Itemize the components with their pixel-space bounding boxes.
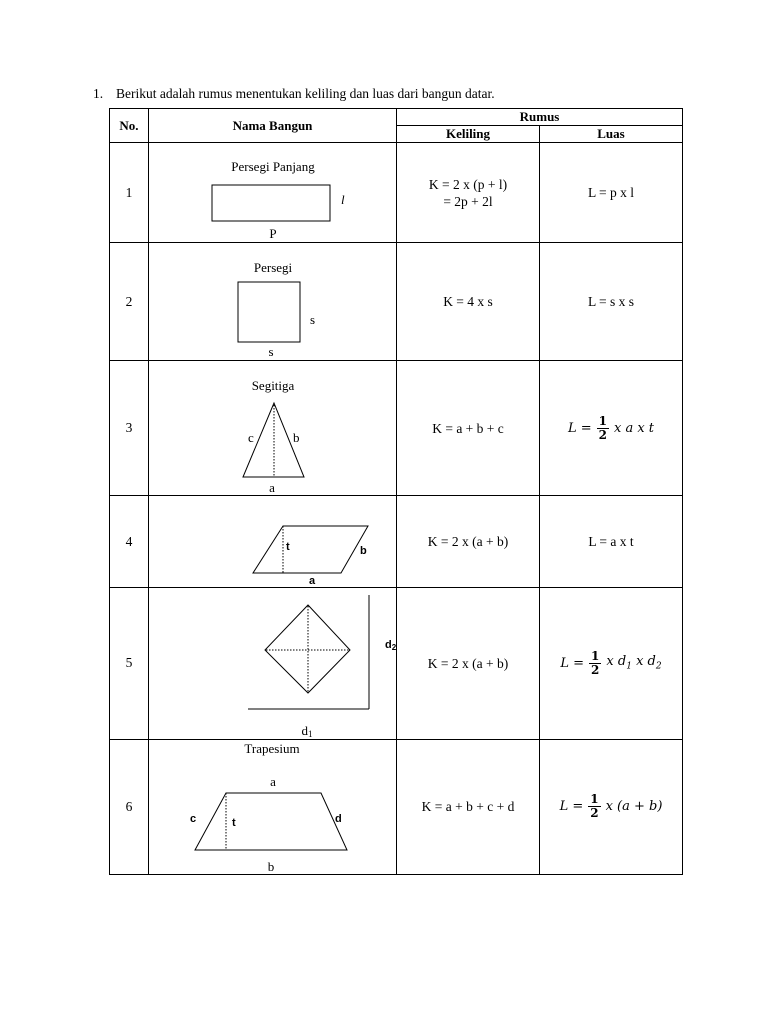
row-number: 1 [110,143,149,243]
luas-formula: L = a x t [540,496,683,587]
shape-name: Persegi [253,260,293,276]
fraction-denominator: 2 [590,806,599,821]
keliling-formula: K = 2 x (a + b) [397,587,540,739]
table-row [110,739,683,874]
table-row [110,243,683,361]
header-no: No. [110,109,149,143]
shape-cell-belah-ketupat [149,587,397,739]
keliling-formula: K = 2 x (p + l) [428,176,508,192]
parallelogram-figure [149,496,397,587]
luas-cell [540,739,683,874]
fraction-half [589,650,601,677]
luas-lhs: L = [560,655,585,671]
rectangle-figure [149,143,397,243]
luas-sub-2: 2 [655,661,662,672]
shape-cell-trapesium [149,739,397,874]
label-d1: d1 [301,722,313,739]
question-line [93,86,495,102]
fraction-denominator: 2 [591,662,600,677]
triangle-figure [149,361,397,496]
row-number: 4 [110,496,149,587]
luas-lhs: L = [559,799,584,815]
table-row [110,143,683,243]
luas-formula [568,415,654,442]
formula-table [109,108,683,875]
fraction-numerator: 1 [591,648,600,663]
label-d: d [335,812,342,825]
row-number: 3 [110,361,149,496]
table-row [110,587,683,739]
table-header-row [110,109,683,126]
luas-rhs-a: x d [606,654,627,670]
label-t: t [232,816,236,829]
label-l: l [341,192,345,208]
label-c: c [190,812,197,825]
label-d2: d2 [385,638,397,652]
parallelogram-shape [253,526,368,573]
label-c: c [248,430,254,446]
label-a: a [270,773,276,789]
fraction-half [597,415,609,442]
table-row [110,496,683,587]
luas-rhs: x (a + b) [605,799,663,815]
luas-formula [560,650,661,677]
shape-name: Persegi Panjang [231,159,315,175]
label-d1-subscript: 1 [308,728,313,739]
luas-sub-1: 1 [626,661,632,672]
luas-cell [540,361,683,496]
row-number: 6 [110,739,149,874]
label-a: a [269,480,275,496]
luas-lhs: L = [567,420,592,436]
fraction-denominator: 2 [598,427,607,442]
question-number: 1. [93,86,104,101]
trapezoid-figure [149,740,397,875]
shape-name: Segitiga [251,378,295,394]
label-p: P [269,226,277,242]
luas-formula: L = p x l [540,143,683,243]
shape-cell-segitiga [149,361,397,496]
square-shape [238,282,300,342]
header-keliling: Keliling [397,126,540,143]
label-d2-subscript: 2 [391,642,397,652]
label-b: b [293,430,300,446]
label-s-side: s [310,312,316,328]
keliling-formula: K = a + b + c [397,361,540,496]
question-text: Berikut adalah rumus menentukan keliling dan luas dari bangun datar. [116,86,495,101]
luas-cell [540,587,683,739]
shape-cell-persegi [149,243,397,361]
keliling-formula-2: = 2p + 2l [443,193,493,209]
fraction-numerator: 1 [590,792,599,807]
luas-rhs: x a x t [613,420,655,436]
table-row [110,361,683,496]
luas-rhs-b: x d [636,654,656,670]
shape-cell-persegi-panjang [149,143,397,243]
keliling-formula: K = 4 x s [397,243,540,361]
keliling-formula: K = a + b + c + d [397,739,540,874]
label-b: b [267,858,275,874]
label-a: a [308,575,316,588]
shape-name: Trapesium [244,740,300,756]
square-figure [149,243,397,361]
rectangle-shape [212,185,330,221]
header-luas: Luas [540,126,683,143]
fraction-numerator: 1 [598,413,607,428]
luas-formula [560,793,663,820]
fraction-half [588,793,600,820]
rhombus-figure [149,588,397,740]
header-rumus: Rumus [397,109,683,126]
shape-cell-jajar-genjang [149,496,397,587]
label-b: b [360,545,367,558]
label-t: t [286,541,290,554]
row-number: 2 [110,243,149,361]
trapezoid-shape [195,793,347,850]
header-nama-bangun: Nama Bangun [149,109,397,143]
label-s-bottom: s [268,344,274,360]
keliling-cell [397,143,540,243]
luas-formula: L = s x s [540,243,683,361]
keliling-formula: K = 2 x (a + b) [397,496,540,587]
row-number: 5 [110,587,149,739]
